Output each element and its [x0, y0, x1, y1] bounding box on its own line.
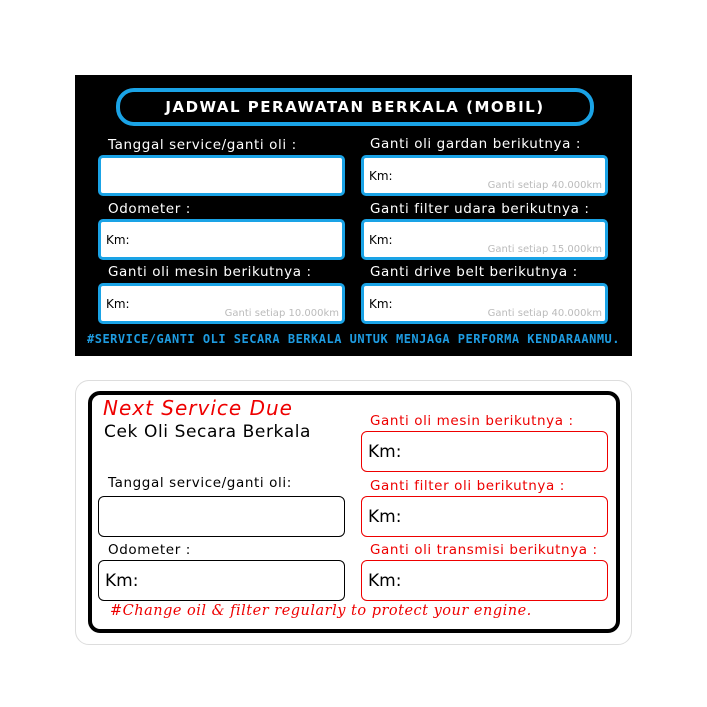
next-engine-oil-field[interactable]: Km: Ganti setiap 10.000km — [98, 283, 345, 324]
field-label: Ganti filter udara berikutnya : — [370, 201, 590, 217]
service-date-field[interactable] — [98, 155, 345, 196]
field-label: Ganti oli mesin berikutnya : — [108, 264, 312, 280]
field-label: Tanggal service/ganti oli: — [108, 475, 292, 491]
field-label: Ganti drive belt berikutnya : — [370, 264, 578, 280]
odometer-field[interactable]: Km: — [98, 219, 345, 260]
next-transmission-oil-field[interactable]: Km: — [361, 560, 608, 601]
field-label: Tanggal service/ganti oli : — [108, 137, 297, 153]
next-engine-oil-field[interactable]: Km: — [361, 431, 608, 472]
next-oil-filter-field[interactable]: Km: — [361, 496, 608, 537]
field-label: Ganti oli mesin berikutnya : — [370, 413, 574, 429]
next-air-filter-field[interactable]: Km: Ganti setiap 15.000km — [361, 219, 608, 260]
field-label: Ganti filter oli berikutnya : — [370, 478, 565, 494]
field-label: Ganti oli transmisi berikutnya : — [370, 542, 598, 558]
next-drive-belt-field[interactable]: Km: Ganti setiap 40.000km — [361, 283, 608, 324]
card-title: JADWAL PERAWATAN BERKALA (MOBIL) — [116, 88, 594, 126]
field-label: Ganti oli gardan berikutnya : — [370, 136, 582, 152]
odometer-field[interactable]: Km: — [98, 560, 345, 601]
field-label: Odometer : — [108, 542, 191, 558]
card-heading: Next Service Due — [103, 396, 293, 420]
next-gear-oil-field[interactable]: Km: Ganti setiap 40.000km — [361, 155, 608, 196]
service-date-field[interactable] — [98, 496, 345, 537]
field-label: Odometer : — [108, 201, 191, 217]
footer-note: #Change oil & filter regularly to protect your engine. — [110, 603, 532, 619]
footer-note: #SERVICE/GANTI OLI SECARA BERKALA UNTUK MENJAGA PERFORMA KENDARAANMU. — [87, 332, 620, 346]
card-subheading: Cek Oli Secara Berkala — [104, 422, 312, 442]
